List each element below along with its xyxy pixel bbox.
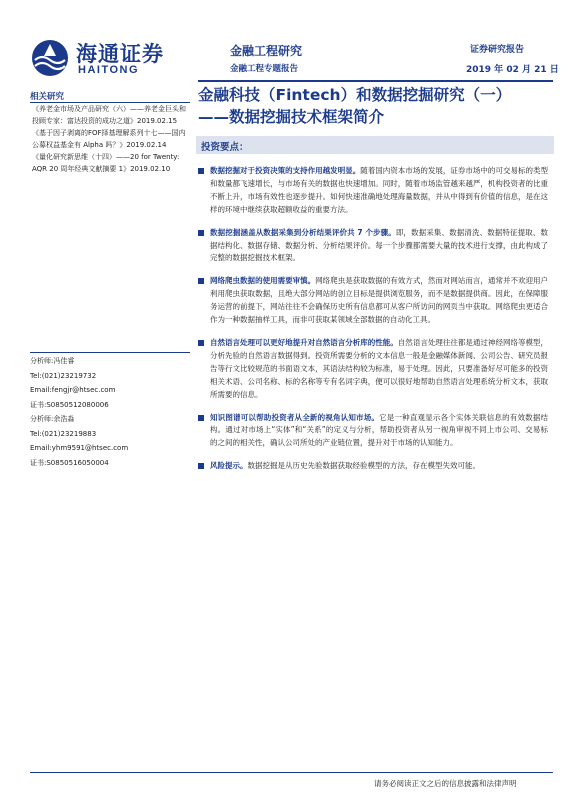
haitong-logo-icon	[30, 38, 70, 78]
analyst-info	[30, 352, 190, 470]
key-points-bar	[196, 136, 554, 154]
key-point	[198, 337, 548, 402]
analyst-cert: 证书:S0850516050004	[30, 458, 109, 467]
key-point-text: 数据挖掘是从历史先验数据获取经验模型的方法，存在模型失效可能。	[247, 461, 480, 471]
report-date: 2019 年 02 月 21 日	[466, 65, 559, 75]
key-points-list	[198, 165, 548, 483]
bullet-square-icon	[198, 278, 204, 284]
bullet-square-icon	[198, 168, 204, 174]
company-logo	[30, 38, 190, 78]
related-research-title: 相关研究	[30, 92, 65, 102]
key-point-text: 它是一种直观显示各个实体关联信息的有效数据结构。通过对市场上“实体”和“关系”的定义与分析，帮助投资者从另一视角审视不同上市公司、交易标的之间的相关性，确认公司所处的产业链位置，提升对于市场的认知能力。	[210, 412, 548, 448]
analyst-cert: 证书:S0850512080006	[30, 400, 109, 409]
related-item: 《量化研究新思维（十四）——20 for Twenty: AQR 20 周年经典文献摘要 1》2019.02.10	[32, 153, 180, 173]
report-subcategory: 金融工程专题报告	[230, 64, 299, 74]
header-divider	[198, 80, 553, 82]
analyst-email: Email:yhm9591@htsec.com	[30, 444, 129, 452]
analyst-name: 分析师:余浩淼	[30, 415, 75, 423]
report-type: 证券研究报告	[470, 45, 525, 55]
analyst-name: 分析师:冯佳睿	[30, 357, 75, 365]
key-point-text: 即，数据采集、数据清洗、数据特征提取、数据结构化、数据存储、数据分析、分析结果评价。每一个步骤都需要大量的技术进行支撑，由此构成了完整的数据挖掘技术框架。	[210, 227, 548, 263]
key-point	[198, 275, 548, 327]
footer-divider	[30, 772, 553, 773]
analyst-email: Email:fengjr@htsec.com	[30, 386, 116, 394]
bullet-square-icon	[198, 230, 204, 236]
logo-english-name: HAITONG	[78, 64, 140, 76]
footer-disclaimer: 请务必阅读正文之后的信息披露和法律声明	[374, 779, 517, 788]
bullet-square-icon	[198, 340, 204, 346]
bullet-square-icon	[198, 415, 204, 421]
key-point-heading: 风险提示。	[210, 461, 248, 471]
key-point	[198, 227, 548, 266]
key-point-text: 网络爬虫是获取数据的有效方式，然而对网站而言，通常并不欢迎用户利用爬虫获取数据，且绝大部分网站的创立目标是提供浏览服务，而不是数据提供商。因此，在保障服务运营的前提下，网站往往不会确保历史所有信息都可从客户所访问的网页当中获取。网络爬虫更适合作为一种数据抽样工具，而非可获取某领域全部数据的自动化工具。	[210, 276, 549, 325]
key-point-heading: 数据挖掘涵盖从数据采集到分析结果评价共 7 个步骤。	[210, 227, 396, 237]
key-point-text: 自然语言处理往往都是通过神经网络等模型，分析先验的自然语言数据得到。投资所需要分析的文本信息一般是金融媒体新闻、公司公告、研究员报告等行文比较规范的书面语文本，其语法结构较为标准，易于处理。因此，只要准备好尽可能多的投资相关术语、公司名称、标的名称等专有名词字典，便可以很好地帮助自然语言处理系统分析文本，获取所需要的信息。	[210, 337, 549, 399]
bullet-square-icon	[198, 463, 204, 469]
related-item: 《基于因子剥离的FOF择基理解系列十七——国内公募权益基金有 Alpha 吗？》2019.02.14	[32, 129, 186, 149]
key-point-heading: 自然语言处理可以更好地提升对自然语言分析库的性能。	[210, 337, 398, 347]
key-point-heading: 网络爬虫数据的使用需要审慎。	[210, 276, 316, 286]
key-point-heading: 数据挖掘对于投资决策的支持作用越发明显。	[210, 166, 361, 175]
key-point	[198, 165, 548, 217]
key-point-heading: 知识图谱可以帮助投资者从全新的视角认知市场。	[210, 412, 380, 422]
logo-chinese-name: 海通证券	[76, 41, 164, 66]
related-divider	[30, 102, 190, 103]
analyst-tel: Tel:(021)23219883	[30, 429, 97, 438]
report-category: 金融工程研究	[230, 44, 303, 58]
related-item: 《养老金市场及产品研究（六）——养老金巨头和投顾专家：富达投资的成功之道》2019.02.15	[32, 105, 186, 125]
report-title: 金融科技（Fintech）和数据挖掘研究（一）	[198, 86, 512, 104]
analyst-tel: Tel:(021)23219732	[30, 371, 97, 380]
report-subtitle: ——数据挖掘技术框架简介	[198, 108, 385, 126]
key-point-text: 随着国内资本市场的发展，证券市场中的可交易标的类型和数量都飞速增长，与市场有关的数据也快速增加。同时，随着市场监管越来越严，机构投资者的比重不断上升，市场有效性也逐步提升。如何快速准确地处理海量数据，并从中得到有价值的信息，是在这样的环境中继续获取超额收益的重要方法。	[210, 166, 549, 214]
analyst-divider	[30, 352, 190, 353]
key-point	[198, 460, 548, 473]
key-points-label: 投资要点：	[201, 142, 249, 153]
key-point	[198, 412, 548, 451]
related-research-list	[32, 104, 192, 176]
